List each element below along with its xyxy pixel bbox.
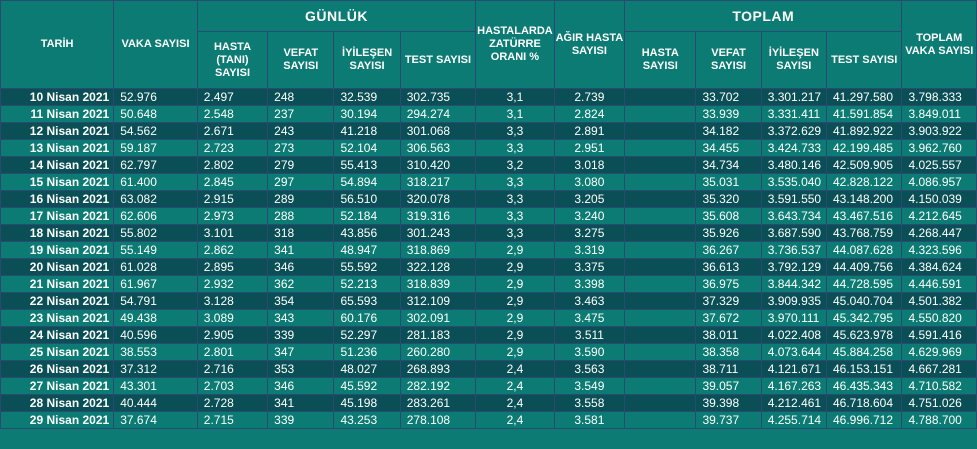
cell-daily-recovered: 43.253: [334, 412, 400, 429]
table-body: [1, 89, 977, 429]
cell-daily-tests: 282.192: [400, 378, 475, 395]
cell-total-tests: 41.892.922: [826, 123, 902, 140]
cell-total-recovered: 4.167.263: [761, 378, 826, 395]
cell-date: 18 Nisan 2021: [1, 225, 114, 242]
cell-total-tests: 46.153.151: [826, 361, 902, 378]
cell-daily-recovered: 41.218: [334, 123, 400, 140]
table-row: [1, 276, 977, 293]
cell-date: 28 Nisan 2021: [1, 395, 114, 412]
cell-daily-tests: 318.839: [400, 276, 475, 293]
cell-pneumonia-rate: 3,3: [476, 123, 555, 140]
cell-pneumonia-rate: 3,3: [476, 225, 555, 242]
cell-pneumonia-rate: 3,2: [476, 157, 555, 174]
cell-severe-patients: 3.205: [554, 191, 624, 208]
cell-daily-tests: 268.893: [400, 361, 475, 378]
cell-daily-deaths: 288: [268, 208, 334, 225]
cell-daily-patients: 2.915: [197, 191, 267, 208]
table-row: [1, 327, 977, 344]
cell-total-tests: 46.718.604: [826, 395, 902, 412]
cell-case-count: 61.028: [114, 259, 198, 276]
cell-case-count: 37.674: [114, 412, 198, 429]
cell-date: 25 Nisan 2021: [1, 344, 114, 361]
cell-daily-patients: 2.973: [197, 208, 267, 225]
cell-daily-deaths: 353: [268, 361, 334, 378]
cell-total-tests: 42.828.122: [826, 174, 902, 191]
cell-total-patients: [625, 157, 696, 174]
cell-total-recovered: 4.212.461: [761, 395, 826, 412]
cell-total-recovered: 3.372.629: [761, 123, 826, 140]
cell-date: 12 Nisan 2021: [1, 123, 114, 140]
cell-daily-patients: 2.715: [197, 412, 267, 429]
cell-date: 19 Nisan 2021: [1, 242, 114, 259]
cell-total-deaths: 36.975: [696, 276, 761, 293]
cell-total-cases: 4.212.645: [902, 208, 977, 225]
table-row: [1, 310, 977, 327]
cell-total-deaths: 35.608: [696, 208, 761, 225]
cell-daily-tests: 312.109: [400, 293, 475, 310]
cell-date: 29 Nisan 2021: [1, 412, 114, 429]
cell-total-patients: [625, 378, 696, 395]
cell-severe-patients: 3.319: [554, 242, 624, 259]
cell-daily-patients: 2.895: [197, 259, 267, 276]
cell-date: 20 Nisan 2021: [1, 259, 114, 276]
cell-total-tests: 43.148.200: [826, 191, 902, 208]
cell-daily-tests: 301.243: [400, 225, 475, 242]
cell-daily-recovered: 52.184: [334, 208, 400, 225]
cell-total-tests: 42.199.485: [826, 140, 902, 157]
cell-daily-recovered: 45.592: [334, 378, 400, 395]
cell-daily-tests: 281.183: [400, 327, 475, 344]
cell-total-patients: [625, 310, 696, 327]
cell-total-tests: 44.087.628: [826, 242, 902, 259]
cell-total-cases: 4.268.447: [902, 225, 977, 242]
cell-pneumonia-rate: 2,9: [476, 259, 555, 276]
cell-total-cases: 4.446.591: [902, 276, 977, 293]
cell-daily-deaths: 347: [268, 344, 334, 361]
table-row: [1, 106, 977, 123]
cell-severe-patients: 3.558: [554, 395, 624, 412]
cell-date: 10 Nisan 2021: [1, 89, 114, 106]
cell-case-count: 43.301: [114, 378, 198, 395]
cell-total-patients: [625, 106, 696, 123]
table-row: [1, 395, 977, 412]
cell-daily-patients: 2.845: [197, 174, 267, 191]
cell-severe-patients: 3.563: [554, 361, 624, 378]
cell-total-tests: 42.509.905: [826, 157, 902, 174]
cell-daily-recovered: 52.297: [334, 327, 400, 344]
col-header-daily-recovered: İYİLEŞEN SAYISI: [334, 32, 400, 89]
cell-daily-deaths: 279: [268, 157, 334, 174]
cell-case-count: 63.082: [114, 191, 198, 208]
cell-total-deaths: 35.926: [696, 225, 761, 242]
cell-total-patients: [625, 140, 696, 157]
cell-severe-patients: 3.475: [554, 310, 624, 327]
cell-daily-deaths: 273: [268, 140, 334, 157]
cell-pneumonia-rate: 2,4: [476, 412, 555, 429]
cell-daily-deaths: 346: [268, 259, 334, 276]
table-row: [1, 157, 977, 174]
cell-daily-deaths: 339: [268, 327, 334, 344]
cell-total-recovered: 3.301.217: [761, 89, 826, 106]
cell-daily-deaths: 318: [268, 225, 334, 242]
cell-daily-tests: 320.078: [400, 191, 475, 208]
cell-total-recovered: 3.591.550: [761, 191, 826, 208]
cell-case-count: 38.553: [114, 344, 198, 361]
cell-total-cases: 3.798.333: [902, 89, 977, 106]
cell-total-recovered: 4.121.671: [761, 361, 826, 378]
cell-total-recovered: 3.424.733: [761, 140, 826, 157]
cell-severe-patients: 3.240: [554, 208, 624, 225]
cell-severe-patients: 2.739: [554, 89, 624, 106]
cell-total-deaths: 33.702: [696, 89, 761, 106]
cell-pneumonia-rate: 2,9: [476, 327, 555, 344]
cell-case-count: 62.606: [114, 208, 198, 225]
cell-total-recovered: 3.792.129: [761, 259, 826, 276]
cell-total-patients: [625, 327, 696, 344]
cell-severe-patients: 3.581: [554, 412, 624, 429]
cell-daily-tests: 322.128: [400, 259, 475, 276]
cell-daily-tests: 301.068: [400, 123, 475, 140]
cell-total-tests: 45.884.258: [826, 344, 902, 361]
cell-total-deaths: 37.329: [696, 293, 761, 310]
table-row: [1, 89, 977, 106]
cell-date: 21 Nisan 2021: [1, 276, 114, 293]
table-row: [1, 293, 977, 310]
cell-daily-tests: 302.735: [400, 89, 475, 106]
cell-daily-tests: 310.420: [400, 157, 475, 174]
cell-pneumonia-rate: 3,3: [476, 191, 555, 208]
cell-pneumonia-rate: 3,3: [476, 174, 555, 191]
cell-total-tests: 45.342.795: [826, 310, 902, 327]
cell-pneumonia-rate: 2,4: [476, 361, 555, 378]
col-header-date: TARİH: [1, 1, 114, 89]
group-header-daily: GÜNLÜK: [197, 1, 475, 32]
cell-total-deaths: 35.031: [696, 174, 761, 191]
cell-total-cases: 4.501.382: [902, 293, 977, 310]
cell-case-count: 55.149: [114, 242, 198, 259]
cell-total-cases: 4.667.281: [902, 361, 977, 378]
cell-total-recovered: 3.480.146: [761, 157, 826, 174]
cell-daily-patients: 2.497: [197, 89, 267, 106]
table-row: [1, 259, 977, 276]
cell-daily-recovered: 48.947: [334, 242, 400, 259]
cell-severe-patients: 3.018: [554, 157, 624, 174]
cell-total-patients: [625, 276, 696, 293]
cell-total-cases: 4.384.624: [902, 259, 977, 276]
cell-case-count: 40.596: [114, 327, 198, 344]
cell-daily-recovered: 45.198: [334, 395, 400, 412]
cell-daily-recovered: 43.856: [334, 225, 400, 242]
cell-daily-deaths: 243: [268, 123, 334, 140]
cell-daily-patients: 2.671: [197, 123, 267, 140]
table-row: [1, 378, 977, 395]
cell-total-deaths: 39.737: [696, 412, 761, 429]
cell-case-count: 37.312: [114, 361, 198, 378]
cell-total-patients: [625, 208, 696, 225]
cell-daily-recovered: 65.593: [334, 293, 400, 310]
cell-total-patients: [625, 174, 696, 191]
cell-date: 11 Nisan 2021: [1, 106, 114, 123]
cell-case-count: 40.444: [114, 395, 198, 412]
cell-daily-patients: 2.862: [197, 242, 267, 259]
cell-daily-recovered: 55.413: [334, 157, 400, 174]
cell-total-deaths: 39.398: [696, 395, 761, 412]
group-header-total: TOPLAM: [625, 1, 902, 32]
col-header-total-recovered: İYİLEŞEN SAYISI: [761, 32, 826, 89]
cell-daily-recovered: 56.510: [334, 191, 400, 208]
cell-total-cases: 4.710.582: [902, 378, 977, 395]
cell-daily-tests: 319.316: [400, 208, 475, 225]
cell-daily-patients: 2.905: [197, 327, 267, 344]
cell-pneumonia-rate: 3,1: [476, 89, 555, 106]
cell-total-patients: [625, 344, 696, 361]
cell-case-count: 59.187: [114, 140, 198, 157]
cell-total-tests: 41.591.854: [826, 106, 902, 123]
cell-daily-deaths: 362: [268, 276, 334, 293]
cell-daily-recovered: 32.539: [334, 89, 400, 106]
cell-total-tests: 43.768.759: [826, 225, 902, 242]
cell-total-cases: 4.150.039: [902, 191, 977, 208]
cell-daily-tests: 260.280: [400, 344, 475, 361]
cell-case-count: 61.967: [114, 276, 198, 293]
cell-severe-patients: 3.398: [554, 276, 624, 293]
cell-daily-tests: 294.274: [400, 106, 475, 123]
col-header-total-tests: TEST SAYISI: [826, 32, 902, 89]
cell-total-patients: [625, 123, 696, 140]
cell-daily-patients: 2.801: [197, 344, 267, 361]
cell-total-recovered: 3.535.040: [761, 174, 826, 191]
cell-daily-patients: 2.728: [197, 395, 267, 412]
cell-total-recovered: 3.331.411: [761, 106, 826, 123]
cell-total-recovered: 4.255.714: [761, 412, 826, 429]
cell-total-deaths: 38.711: [696, 361, 761, 378]
cell-total-tests: 44.409.756: [826, 259, 902, 276]
cell-daily-patients: 2.703: [197, 378, 267, 395]
col-header-total-cases: TOPLAM VAKA SAYISI: [902, 1, 977, 89]
cell-pneumonia-rate: 2,9: [476, 293, 555, 310]
cell-total-cases: 4.788.700: [902, 412, 977, 429]
col-header-total-patients: HASTA SAYISI: [625, 32, 696, 89]
cell-total-tests: 43.467.516: [826, 208, 902, 225]
cell-severe-patients: 3.511: [554, 327, 624, 344]
cell-total-recovered: 3.909.935: [761, 293, 826, 310]
table-row: [1, 242, 977, 259]
col-header-case-count: VAKA SAYISI: [114, 1, 198, 89]
table-row: [1, 123, 977, 140]
cell-total-cases: 4.086.957: [902, 174, 977, 191]
cell-daily-patients: 2.932: [197, 276, 267, 293]
cell-total-deaths: 33.939: [696, 106, 761, 123]
cell-case-count: 52.976: [114, 89, 198, 106]
cell-pneumonia-rate: 3,3: [476, 208, 555, 225]
cell-total-tests: 45.040.704: [826, 293, 902, 310]
cell-severe-patients: 2.891: [554, 123, 624, 140]
table-row: [1, 361, 977, 378]
cell-daily-patients: 2.716: [197, 361, 267, 378]
cell-date: 26 Nisan 2021: [1, 361, 114, 378]
cell-total-tests: 46.996.712: [826, 412, 902, 429]
cell-daily-deaths: 354: [268, 293, 334, 310]
cell-daily-tests: 306.563: [400, 140, 475, 157]
cell-total-patients: [625, 293, 696, 310]
cell-total-cases: 4.591.416: [902, 327, 977, 344]
cell-daily-recovered: 60.176: [334, 310, 400, 327]
cell-total-recovered: 3.736.537: [761, 242, 826, 259]
cell-daily-patients: 2.802: [197, 157, 267, 174]
table-row: [1, 174, 977, 191]
cell-total-recovered: 4.022.408: [761, 327, 826, 344]
cell-total-recovered: 4.073.644: [761, 344, 826, 361]
cell-pneumonia-rate: 3,3: [476, 140, 555, 157]
cell-daily-recovered: 30.194: [334, 106, 400, 123]
cell-daily-deaths: 248: [268, 89, 334, 106]
cell-date: 24 Nisan 2021: [1, 327, 114, 344]
cell-daily-recovered: 48.027: [334, 361, 400, 378]
cell-daily-deaths: 341: [268, 395, 334, 412]
cell-total-cases: 4.751.026: [902, 395, 977, 412]
cell-daily-patients: 2.723: [197, 140, 267, 157]
cell-total-tests: 46.435.343: [826, 378, 902, 395]
cell-total-cases: 4.025.557: [902, 157, 977, 174]
cell-total-cases: 3.962.760: [902, 140, 977, 157]
cell-daily-tests: 283.261: [400, 395, 475, 412]
cell-pneumonia-rate: 3,1: [476, 106, 555, 123]
cell-total-deaths: 36.613: [696, 259, 761, 276]
cell-daily-recovered: 55.592: [334, 259, 400, 276]
cell-total-tests: 45.623.978: [826, 327, 902, 344]
cell-total-deaths: 35.320: [696, 191, 761, 208]
cell-total-cases: 4.550.820: [902, 310, 977, 327]
cell-date: 16 Nisan 2021: [1, 191, 114, 208]
cell-total-recovered: 3.970.111: [761, 310, 826, 327]
cell-pneumonia-rate: 2,4: [476, 378, 555, 395]
cell-total-deaths: 36.267: [696, 242, 761, 259]
cell-total-patients: [625, 89, 696, 106]
cell-daily-deaths: 297: [268, 174, 334, 191]
cell-total-deaths: 38.358: [696, 344, 761, 361]
cell-total-patients: [625, 412, 696, 429]
col-header-total-deaths: VEFAT SAYISI: [696, 32, 761, 89]
table-row: [1, 412, 977, 429]
cell-total-patients: [625, 361, 696, 378]
cell-severe-patients: 3.375: [554, 259, 624, 276]
table-row: [1, 344, 977, 361]
cell-case-count: 62.797: [114, 157, 198, 174]
cell-daily-deaths: 289: [268, 191, 334, 208]
cell-severe-patients: 3.080: [554, 174, 624, 191]
cell-case-count: 54.562: [114, 123, 198, 140]
cell-severe-patients: 3.590: [554, 344, 624, 361]
cell-date: 13 Nisan 2021: [1, 140, 114, 157]
cell-total-deaths: 38.011: [696, 327, 761, 344]
cell-daily-tests: 278.108: [400, 412, 475, 429]
cell-total-recovered: 3.844.342: [761, 276, 826, 293]
cell-daily-patients: 3.101: [197, 225, 267, 242]
cell-total-tests: 44.728.595: [826, 276, 902, 293]
cell-pneumonia-rate: 2,9: [476, 310, 555, 327]
cell-date: 14 Nisan 2021: [1, 157, 114, 174]
cell-total-cases: 4.323.596: [902, 242, 977, 259]
cell-total-deaths: 34.734: [696, 157, 761, 174]
cell-total-patients: [625, 395, 696, 412]
cell-severe-patients: 2.951: [554, 140, 624, 157]
cell-pneumonia-rate: 2,4: [476, 395, 555, 412]
col-header-daily-tests: TEST SAYISI: [400, 32, 475, 89]
cell-total-patients: [625, 242, 696, 259]
col-header-pneumonia-rate: HASTALARDA ZATÜRRE ORANI %: [476, 1, 555, 89]
cell-daily-recovered: 52.213: [334, 276, 400, 293]
col-header-daily-deaths: VEFAT SAYISI: [268, 32, 334, 89]
cell-total-tests: 41.297.580: [826, 89, 902, 106]
cell-total-patients: [625, 259, 696, 276]
cell-date: 22 Nisan 2021: [1, 293, 114, 310]
cell-daily-patients: 2.548: [197, 106, 267, 123]
col-header-daily-patients: HASTA (TANI) SAYISI: [197, 32, 267, 89]
cell-total-deaths: 37.672: [696, 310, 761, 327]
cell-total-recovered: 3.643.734: [761, 208, 826, 225]
col-header-severe-patients: AĞIR HASTA SAYISI: [554, 1, 624, 89]
table-row: [1, 208, 977, 225]
cell-case-count: 54.791: [114, 293, 198, 310]
cell-daily-deaths: 339: [268, 412, 334, 429]
cell-severe-patients: 3.275: [554, 225, 624, 242]
cell-daily-tests: 302.091: [400, 310, 475, 327]
cell-daily-tests: 318.217: [400, 174, 475, 191]
cell-total-cases: 4.629.969: [902, 344, 977, 361]
cell-date: 23 Nisan 2021: [1, 310, 114, 327]
cell-total-patients: [625, 191, 696, 208]
cell-severe-patients: 2.824: [554, 106, 624, 123]
cell-daily-deaths: 341: [268, 242, 334, 259]
cell-daily-recovered: 54.894: [334, 174, 400, 191]
cell-case-count: 50.648: [114, 106, 198, 123]
cell-severe-patients: 3.463: [554, 293, 624, 310]
cell-date: 27 Nisan 2021: [1, 378, 114, 395]
cell-daily-deaths: 343: [268, 310, 334, 327]
cell-daily-recovered: 51.236: [334, 344, 400, 361]
cell-daily-patients: 3.128: [197, 293, 267, 310]
cell-total-cases: 3.849.011: [902, 106, 977, 123]
cell-daily-recovered: 52.104: [334, 140, 400, 157]
cell-severe-patients: 3.549: [554, 378, 624, 395]
cell-total-deaths: 39.057: [696, 378, 761, 395]
cell-daily-tests: 318.869: [400, 242, 475, 259]
cell-pneumonia-rate: 2,9: [476, 344, 555, 361]
cell-date: 15 Nisan 2021: [1, 174, 114, 191]
table-row: [1, 225, 977, 242]
cell-daily-deaths: 237: [268, 106, 334, 123]
cell-date: 17 Nisan 2021: [1, 208, 114, 225]
table-row: [1, 191, 977, 208]
cell-daily-patients: 3.089: [197, 310, 267, 327]
cell-total-recovered: 3.687.590: [761, 225, 826, 242]
cell-case-count: 55.802: [114, 225, 198, 242]
cell-daily-deaths: 346: [268, 378, 334, 395]
cell-pneumonia-rate: 2,9: [476, 242, 555, 259]
cell-total-deaths: 34.182: [696, 123, 761, 140]
cell-pneumonia-rate: 2,9: [476, 276, 555, 293]
cell-total-deaths: 34.455: [696, 140, 761, 157]
cell-total-patients: [625, 225, 696, 242]
cell-case-count: 61.400: [114, 174, 198, 191]
cell-total-cases: 3.903.922: [902, 123, 977, 140]
table-row: [1, 140, 977, 157]
cell-case-count: 49.438: [114, 310, 198, 327]
